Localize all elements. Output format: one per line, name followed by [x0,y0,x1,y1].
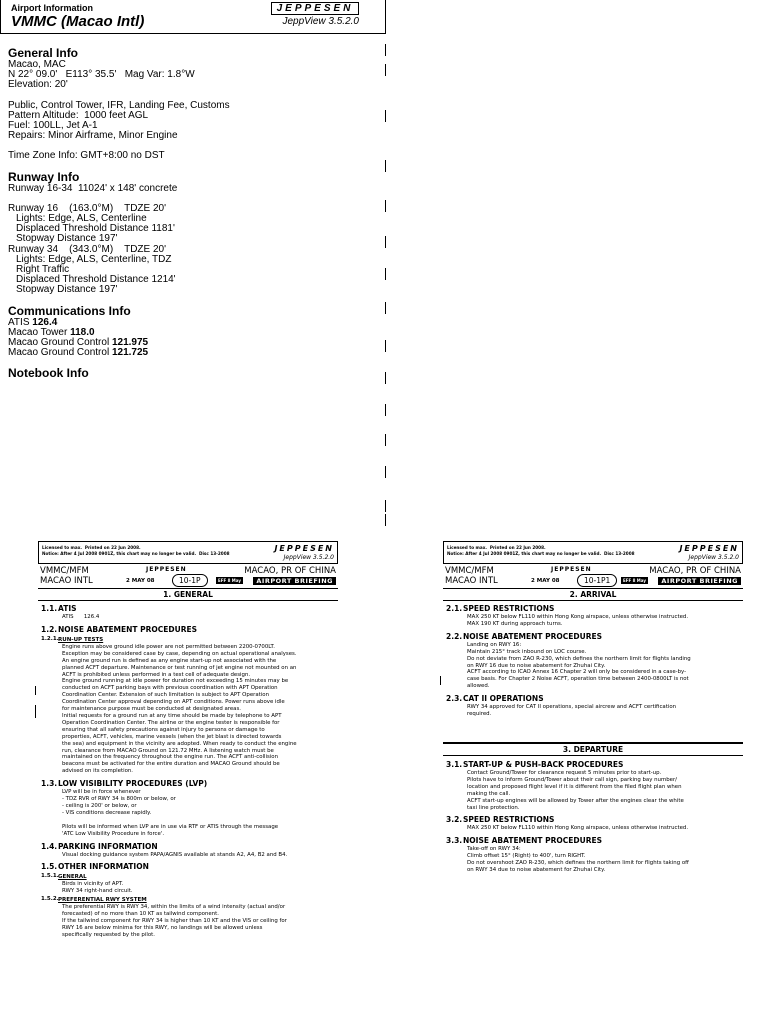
text-line: Landing on RWY 16: [467,641,522,648]
section-number: 1.1. [41,604,58,613]
comm-label: Macao Ground Control [8,337,112,349]
section-2-3 [443,694,743,718]
comm-frequency: 121.975 [111,337,149,349]
general-line: Macao, MAC [8,59,66,70]
general-line: Fuel: 100LL, Jet A-1 [8,120,98,132]
general-line: Elevation: 20' [8,79,68,91]
margin-rule [385,110,386,122]
airport-briefing-badge: AIRPORT BRIEFING [253,577,336,585]
text-line: beacons must be activated for the entire duration and MACAO Ground should be [62,761,280,768]
chart-header [443,564,743,589]
section-1-2 [38,625,338,635]
section-1-3 [38,779,338,837]
runway-info-heading: Runway Info [8,169,80,184]
text-line: An engine ground run is defined as any engine start-up not associated with the [62,657,277,664]
general-line: Repairs: Minor Airframe, Minor Engine [8,130,178,142]
margin-rule [385,64,386,76]
jeppesen-logo: JEPPESEN [271,2,359,15]
text-line: Initial requests for a ground run at any time should be made by telephone to APT [62,712,282,719]
section-title: PREFERENTIAL RWY SYSTEM [58,897,147,904]
country-label: MACAO, PR OF CHINA [649,566,741,576]
runway-34-line: Displaced Threshold Distance 1214' [16,274,176,286]
section-title: NOISE ABATEMENT PROCEDURES [463,836,603,846]
jeppesen-small-logo: JEPPESEN [146,566,187,573]
section-number: 1.5.2. [41,896,59,903]
version-label: JeppView 3.5.2.0 [688,554,739,561]
country-label: MACAO, PR OF CHINA [244,566,336,576]
airport-info-panel [0,0,386,528]
chart-page-10-1p1 [443,541,743,874]
section-title: NOISE ABATEMENT PROCEDURES [463,631,603,641]
license-notice: Licensed to max. Printed on 22 Jun 2008. Notice: After 4 Jul 2008 0901Z, this chart may no longer be valid. Disc 13-2008 [447,545,635,556]
version-label: JeppView 3.5.2.0 [282,16,359,27]
text-line: properties, ACFT, vehicles, marine vessels (when the jet blast is directed towards [62,733,282,740]
section-title: START-UP & PUSH-BACK PROCEDURES [463,759,624,769]
runway-16-line: Displaced Threshold Distance 1181' [16,223,175,235]
comm-label: Macao Ground Control [8,347,112,359]
text-line: MAX 190 KT during approach turns. [467,620,563,627]
text-line: ACFT is prohibited unless performed in a test cell of adequate design. [62,671,251,678]
text-line: Visual docking guidance system PAPA/AGNIS available at stands A2, A4, B2 and B4. [62,851,288,858]
section-3-3 [443,836,743,874]
text-line: location and proposed flight level if it is different from the filed flight plan when [467,783,682,790]
text-line: maintained on the frequency throughout the engine run. The ACFT anti-collision [62,754,279,761]
change-bar [35,705,36,718]
runway-16-line: Lights: Edge, ALS, Centerline [16,213,147,225]
margin-rule [385,302,386,314]
general-line: Pattern Altitude: 1000 feet AGL [8,109,149,121]
section-title: PARKING INFORMATION [58,841,158,851]
section-1-2-1 [38,636,338,775]
text-line: Coordination Center approval depending on APT conditions. Power runs above idle [62,699,285,706]
text-line: Exception may be considered case by case, depending on actual operational analyses. [62,650,297,657]
general-line: N 22° 09.0' E113° 35.5' Mag Var: 1.8°W [8,69,195,81]
section-number: 3.3. [446,836,463,846]
text-line: Birds in vicinity of APT. [62,881,124,888]
section-heading: 3. DEPARTURE [443,742,743,756]
section-1-1 [38,604,338,621]
text-line: LVP will be in force whenever [62,789,141,796]
text-line: conducted on ACFT parking bays with previous coordination with APT Operation [62,685,278,692]
comm-frequency: 126.4 [32,316,58,328]
section-number: 2.3. [446,694,463,704]
text-line: Maintain 215° track inbound on LOC course. [467,648,587,655]
section-2-1 [443,604,743,628]
margin-rule [385,236,386,248]
runway-34-line: Stopway Distance 197' [16,284,118,296]
comm-label: ATIS [8,316,33,328]
section-number: 1.5.1. [41,873,59,880]
margin-rule [385,200,386,212]
airport-name: MACAO INTL [40,576,93,586]
runway-16-line: Runway 16 (163.0°M) TDZE 20' [8,202,167,214]
text-line: RWY 16 are below minima for this RWY, no landings will be allowed unless [62,925,263,931]
text-line: The preferential RWY is RWY 34, within the limits of a wind intensity (actual and/or [62,904,286,911]
section-title: CAT II OPERATIONS [463,694,544,704]
airport-title: VMMC (Macao Intl) [11,13,145,30]
timezone-line: Time Zone Info: GMT+8:00 no DST [8,150,165,162]
section-number: 2.2. [446,631,463,641]
runway-summary: Runway 16-34 11024' x 148' concrete [8,182,178,194]
comm-item [8,348,378,358]
text-line: RWY 34 approved for CAT II operations, special aircrew and ACFT certification [467,704,677,711]
margin-rule [385,434,386,446]
runway-34-line: Right Traffic [16,264,70,276]
section-2-2 [443,632,743,690]
change-bar [440,676,441,685]
section-number: 2.1. [446,604,463,613]
text-line: Coordination Center. Extension of such limitation is subject to APT Operation [62,692,270,699]
section-number: 1.2. [41,624,58,634]
margin-rule [385,340,386,352]
runway-34-line: Lights: Edge, ALS, Centerline, TDZ [16,253,172,265]
comm-label: Macao Tower [8,326,71,338]
icao-code: VMMC/MFM [40,566,89,576]
airport-briefing-badge: AIRPORT BRIEFING [658,577,741,585]
text-line: on RWY 16 due to noise abatement for Zhuhai City. [467,662,606,669]
section-heading: 2. ARRIVAL [443,589,743,601]
text-line: advised on its completion. [62,768,134,775]
section-title: NOISE ABATEMENT PROCEDURES [58,624,198,634]
info-header-label: Airport Information [11,3,93,13]
text-line: on RWY 34 due to noise abatement for Zhuhai City. [467,867,606,874]
section-1-4 [38,842,338,859]
section-number: 1.2.1. [41,635,59,642]
chart-number: 10-1P1 [577,574,617,587]
text-line: taxi line protection. [467,804,520,811]
section-title: ATIS [58,604,77,613]
effective-badge: EFF 8 May [218,578,241,583]
text-line: - ceiling is 200' or below, or [62,802,137,809]
change-bar [35,686,36,695]
margin-rule [385,500,386,512]
text-line: making the call. [467,790,511,797]
section-title: SPEED RESTRICTIONS [463,604,555,613]
version-label: JeppView 3.5.2.0 [283,554,334,561]
airport-name: MACAO INTL [445,576,498,586]
text-line: specifically requested by the pilot. [62,931,155,938]
margin-rule [385,372,386,384]
runway-34-line: Runway 34 (343.0°M) TDZE 20' [8,243,167,255]
text-line: Pilots will be informed when LVP are in use via RTF or ATIS through the message [62,823,279,830]
chart-number: 10-1P [172,574,208,587]
comms-info-heading: Communications Info [8,303,131,318]
icao-code: VMMC/MFM [445,566,494,576]
text-line: 'ATC Low Visibility Procedure in force'. [62,830,165,837]
text-line: the sea) and equipment in the vicinity are adopted. When ready to conduct the engine [62,740,297,747]
margin-rule [385,466,386,478]
section-number: 1.3. [41,779,58,789]
license-notice: Licensed to max. Printed on 22 Jun 2008. Notice: After 4 Jul 2008 0901Z, this chart may no longer be valid. Disc 13-2008 [42,545,230,556]
section-title: LOW VISIBILITY PROCEDURES (LVP) [58,779,208,789]
text-line: Operation Coordination Center. The airline or the engine tester is responsible for [62,719,280,726]
text-line: planned ACFT departure. Maintenance or test running of jet engine not mounted on an [62,664,297,671]
text-line: If the tailwind component for RWY 34 is higher than 10 KT and the VIS or ceiling for [62,918,287,925]
license-box [443,541,743,564]
general-info-heading: General Info [8,46,79,60]
info-body [8,46,378,380]
chart-header [38,564,338,589]
text-line: case basis. For Chapter 2 Noise ACFT, operation time between 2400-0800LT is not [467,676,689,683]
text-line: Do not deviate from ZAO R-230, which defines the northern limit for flights landing [467,655,691,662]
chart-page-10-1p [38,541,338,939]
text-line: ACFT according to ICAO Annex 16 Chapter 2 will only be considered in a case-by- [467,669,687,676]
section-1-5-1 [38,873,338,895]
general-line: Public, Control Tower, IFR, Landing Fee, Customs [8,99,230,111]
text-line: Climb offset 15° (Right) to 400', turn RIGHT. [467,853,586,860]
text-line: forecasted) of no more than 10 KT as tailwind component. [62,911,219,918]
text-line: - VIS conditions decrease rapidly. [62,809,152,816]
section-3-2 [443,815,743,832]
margin-rule [385,514,386,526]
chart-date: 2 MAY 08 [126,578,155,584]
text-line: Take-off on RWY 34: [467,846,521,853]
text-line: Do not overshoot ZAO R-230, which defines the northern limit for flights taking off [467,860,689,867]
comm-frequency: 121.725 [111,347,149,359]
info-header [0,0,386,34]
jeppesen-logo: JEPPESEN [274,544,334,553]
section-title: SPEED RESTRICTIONS [463,815,555,825]
margin-rule [385,44,386,56]
text-line: run, clearance from MACAO Ground on 121.72 MHz. A listening watch must be [62,747,274,754]
text-line: Engine runs above ground idle power are not permitted between 2200-0700LT. [62,643,275,650]
jeppesen-logo: JEPPESEN [679,544,739,553]
section-heading: 1. GENERAL [38,589,338,601]
text-line: MAX 250 KT below FL110 within Hong Kong airspace, unless otherwise instructed. [467,825,689,832]
atis-line: ATIS 126.4 [62,614,100,620]
section-number: 3.2. [446,815,463,825]
jeppesen-small-logo: JEPPESEN [551,566,592,573]
notebook-info-heading: Notebook Info [8,366,89,381]
margin-rule [385,268,386,280]
text-line: ensuring that all safety precautions against injury to persons or damage to [62,726,265,733]
section-3-1 [443,760,743,811]
section-number: 1.5. [41,862,58,872]
section-1-5 [38,862,338,872]
section-title: OTHER INFORMATION [58,862,149,872]
margin-rule [385,160,386,172]
license-box [38,541,338,564]
text-line: RWY 34 right-hand circuit. [62,888,133,895]
text-line: for maintenance purpose must be conducted at designated areas. [62,706,241,713]
section-number: 3.1. [446,759,463,769]
comm-frequency: 118.0 [70,326,95,338]
text-line: - TDZ RVR of RWY 34 is 800m or below, or [62,796,176,803]
text-line: Contact Ground/Tower for clearance request 5 minutes prior to start-up. [467,769,662,776]
text-line: Engine ground running at idle power for duration not exceeding 15 minutes may be [62,678,289,685]
section-1-5-2 [38,896,338,939]
section-number: 1.4. [41,841,58,851]
runway-16-line: Stopway Distance 197' [16,233,118,245]
margin-rule [385,404,386,416]
text-line: allowed. [467,683,490,690]
text-line: required. [467,711,492,718]
text-line: Pilots have to inform Ground/Tower about their call sign, parking bay number/ [467,776,677,783]
text-line: MAX 250 KT below FL110 within Hong Kong airspace, unless otherwise instructed. [467,614,689,620]
chart-date: 2 MAY 08 [531,578,560,584]
section-title: RUN-UP TESTS [58,636,104,643]
text-line: ACFT start-up engines will be allowed by Tower after the engines clear the white [467,797,684,804]
run-up-text [58,644,338,775]
effective-badge: EFF 8 May [623,578,646,583]
section-title: GENERAL [58,874,87,881]
